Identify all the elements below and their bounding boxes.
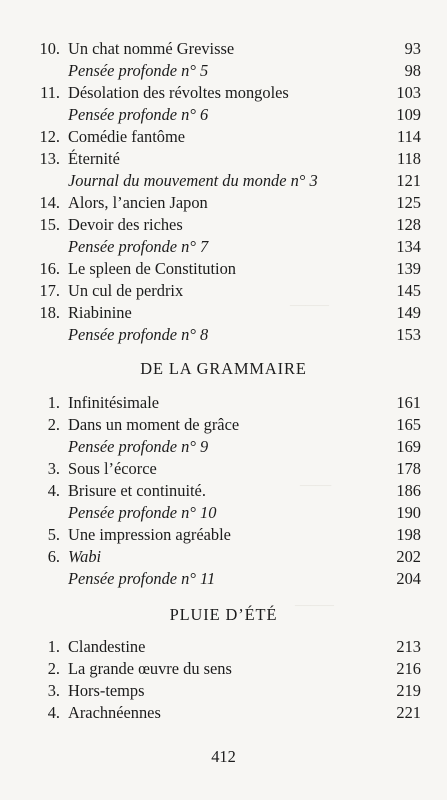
page-reference: 139: [396, 259, 421, 278]
page-reference: 221: [396, 703, 421, 722]
chapter-title: Infinitésimale: [68, 393, 160, 412]
page-reference: 190: [396, 503, 421, 522]
page-reference: 153: [396, 325, 421, 344]
chapter-title: Journal du mouvement du monde n° 3: [68, 171, 318, 190]
toc-entry: [34, 280, 421, 302]
page-reference: 178: [396, 459, 421, 478]
toc-entry: [34, 568, 421, 590]
chapter-number: 12.: [39, 127, 60, 146]
toc-entry: [34, 258, 421, 280]
chapter-title: Pensée profonde n° 10: [68, 503, 217, 522]
toc-list: [34, 392, 421, 590]
toc-entry: [34, 192, 421, 214]
page-reference: 114: [397, 127, 421, 146]
chapter-number: 1.: [47, 393, 60, 412]
chapter-title: Pensée profonde n° 8: [68, 325, 209, 344]
page-reference: 121: [396, 171, 421, 190]
chapter-title: Pensée profonde n° 9: [68, 437, 209, 456]
page-reference: 204: [396, 569, 421, 588]
show-through-text: ─────: [295, 600, 334, 612]
chapter-title: Comédie fantôme: [68, 127, 185, 146]
page-reference: 98: [404, 61, 421, 80]
section-heading-pluie: PLUIE D’ÉTÉ: [169, 605, 278, 624]
page-reference: 93: [404, 39, 421, 58]
page-reference: 186: [396, 481, 421, 500]
page-reference: 169: [396, 437, 421, 456]
chapter-number: 10.: [39, 39, 60, 58]
toc-entry: [34, 658, 421, 680]
toc-list: [34, 38, 421, 346]
chapter-title: Pensée profonde n° 11: [68, 569, 216, 588]
chapter-title: La grande œuvre du sens: [68, 659, 232, 678]
chapter-title: Clandestine: [68, 637, 146, 656]
toc-list: [34, 636, 421, 724]
toc-entry: [34, 636, 421, 658]
page-reference: 165: [396, 415, 421, 434]
toc-entry: [34, 524, 421, 546]
chapter-title: Sous l’écorce: [68, 459, 157, 478]
toc-entry: [34, 214, 421, 236]
chapter-title: Brisure et continuité.: [68, 481, 206, 500]
page-reference: 219: [396, 681, 421, 700]
toc-entry: [34, 702, 421, 724]
toc-entry: [34, 170, 421, 192]
toc-entry: [34, 60, 421, 82]
toc-entry: [34, 104, 421, 126]
chapter-title: Arachnéennes: [68, 703, 161, 722]
page-reference: 109: [396, 105, 421, 124]
chapter-number: 2.: [47, 659, 60, 678]
chapter-title: Pensée profonde n° 7: [68, 237, 209, 256]
chapter-number: 2.: [47, 415, 60, 434]
chapter-title: Devoir des riches: [68, 215, 183, 234]
page-reference: 103: [396, 83, 421, 102]
chapter-number: 6.: [47, 547, 60, 566]
page-reference: 198: [396, 525, 421, 544]
toc-entry: [34, 126, 421, 148]
chapter-number: 4.: [47, 703, 60, 722]
page-reference: 125: [396, 193, 421, 212]
chapter-number: 13.: [39, 149, 60, 168]
chapter-title: Hors-temps: [68, 681, 145, 700]
toc-entry: [34, 302, 421, 324]
page-reference: 216: [396, 659, 421, 678]
toc-section-c: [34, 636, 421, 724]
chapter-number: 16.: [39, 259, 60, 278]
chapter-title: Désolation des révoltes mongoles: [68, 83, 289, 102]
toc-entry: [34, 502, 421, 524]
chapter-title: Pensée profonde n° 6: [68, 105, 209, 124]
toc-entry: [34, 38, 421, 60]
chapter-number: 11.: [40, 83, 60, 102]
chapter-number: 14.: [39, 193, 60, 212]
toc-entry: [34, 324, 421, 346]
page-reference: 161: [396, 393, 421, 412]
show-through-text: ────: [300, 480, 332, 492]
page-reference: 118: [397, 149, 421, 168]
chapter-title: Wabi: [68, 547, 102, 566]
toc-entry: [34, 680, 421, 702]
toc-entry: [34, 480, 421, 502]
toc-entry: [34, 148, 421, 170]
chapter-number: 1.: [47, 637, 60, 656]
page-reference: 134: [396, 237, 421, 256]
chapter-number: 5.: [47, 525, 60, 544]
page-reference: 202: [396, 547, 421, 566]
chapter-title: Un chat nommé Grevisse: [68, 39, 235, 58]
toc-entry: [34, 458, 421, 480]
chapter-number: 3.: [47, 681, 60, 700]
chapter-number: 3.: [47, 459, 60, 478]
chapter-title: Alors, l’ancien Japon: [68, 193, 208, 212]
toc-section-b: [34, 392, 421, 590]
chapter-title: Une impression agréable: [68, 525, 231, 544]
toc-section-a: [34, 38, 421, 346]
toc-entry: [34, 546, 421, 568]
page-reference: 213: [396, 637, 421, 656]
page-number: 412: [211, 747, 236, 766]
section-heading-grammaire: DE LA GRAMMAIRE: [140, 359, 307, 378]
page-reference: 149: [396, 303, 421, 322]
chapter-number: 4.: [47, 481, 60, 500]
chapter-title: Riabinine: [68, 303, 132, 322]
chapter-title: Dans un moment de grâce: [68, 415, 240, 434]
chapter-number: 15.: [39, 215, 60, 234]
toc-entry: [34, 82, 421, 104]
show-through-text: ─────: [290, 300, 329, 312]
chapter-title: Le spleen de Constitution: [68, 259, 236, 278]
chapter-title: Un cul de perdrix: [68, 281, 184, 300]
toc-entry: [34, 236, 421, 258]
chapter-number: 17.: [39, 281, 60, 300]
chapter-number: 18.: [39, 303, 60, 322]
chapter-title: Pensée profonde n° 5: [68, 61, 209, 80]
page-reference: 145: [396, 281, 421, 300]
toc-entry: [34, 392, 421, 414]
toc-entry: [34, 414, 421, 436]
toc-entry: [34, 436, 421, 458]
page-reference: 128: [396, 215, 421, 234]
chapter-title: Éternité: [68, 149, 120, 168]
